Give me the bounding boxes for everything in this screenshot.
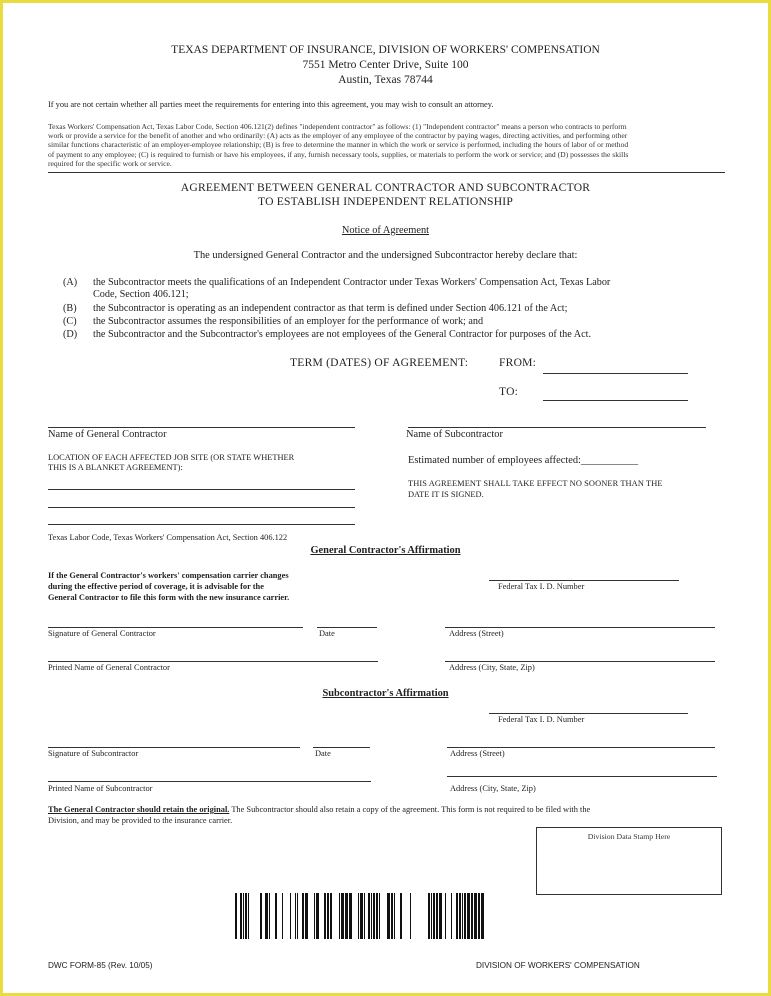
barcode-bar [330, 893, 332, 939]
independent-contractor-definition [48, 122, 728, 168]
sub-signature-label: Signature of Subcontractor [48, 749, 139, 758]
barcode-bar [445, 893, 446, 939]
labor-code-citation: Texas Labor Code, Texas Workers' Compensation Act, Section 406.122 [48, 533, 288, 542]
form-id: DWC FORM-85 (Rev. 10/05) [48, 961, 153, 970]
barcode-bar [439, 893, 442, 939]
agreement-title-line2: TO ESTABLISH INDEPENDENT RELATIONSHIP [258, 195, 513, 208]
sub-printed-name-field[interactable] [48, 781, 371, 782]
sub-address-street-field[interactable] [447, 747, 715, 748]
attorney-note: If you are not certain whether all parties meet the requirements for entering into this agreement, you may wish to consult an attorney. [48, 100, 494, 109]
barcode-bar [324, 893, 326, 939]
gc-signature-label: Signature of General Contractor [48, 629, 156, 638]
retain-note-rest: The Subcontractor should also retain a copy of the agreement. This form is not required to be filed with the [229, 805, 591, 814]
barcode-bar [371, 893, 372, 939]
barcode-bar [345, 893, 348, 939]
sub-date-label: Date [315, 749, 331, 758]
gc-date-field[interactable] [317, 627, 377, 628]
barcode-bar [248, 893, 249, 939]
barcode-bar [269, 893, 270, 939]
subcontractor-name-field[interactable] [408, 427, 706, 428]
barcode-bar [339, 893, 340, 939]
barcode-bar [314, 893, 315, 939]
barcode-bar [376, 893, 378, 939]
carrier-note-line1: If the General Contractor's workers' compensation carrier changes [48, 571, 289, 580]
definition-line: required for the specific work or service. [48, 158, 172, 168]
retain-note-line2: Division, and may be provided to the insurance carrier. [48, 816, 233, 825]
sub-affirmation-title: Subcontractor's Affirmation [322, 688, 449, 699]
barcode-bar [436, 893, 438, 939]
barcode-bar [471, 893, 473, 939]
footer-division: DIVISION OF WORKERS' COMPENSATION [476, 961, 640, 970]
gc-address-city-label: Address (City, State, Zip) [449, 663, 535, 672]
gc-address-city-field[interactable] [445, 661, 715, 662]
gc-affirmation-title: General Contractor's Affirmation [310, 545, 461, 556]
location-label-line2: THIS IS A BLANKET AGREEMENT): [48, 463, 183, 472]
barcode-bar [364, 893, 365, 939]
agency-name: TEXAS DEPARTMENT OF INSURANCE, DIVISION OF WORKERS' COMPENSATION [171, 44, 600, 56]
item-c-text: the Subcontractor assumes the responsibilities of an employer for the performance of work; and [93, 316, 484, 327]
barcode-bar [316, 893, 319, 939]
barcode-bar [464, 893, 466, 939]
barcode-bar [481, 893, 484, 939]
agency-street: 7551 Metro Center Drive, Suite 100 [302, 59, 469, 71]
carrier-note-line2: during the effective period of coverage, it is advisable for the [48, 582, 264, 591]
effect-line2: DATE IT IS SIGNED. [408, 490, 484, 499]
barcode-bar [245, 893, 247, 939]
item-d-text: the Subcontractor and the Subcontractor's employees are not employees of the General Contractor for purposes of the Act. [93, 329, 592, 340]
barcode-bar [394, 893, 395, 939]
barcode-bar [391, 893, 393, 939]
barcode-bar [467, 893, 470, 939]
header-divider [48, 172, 725, 173]
barcode-bar [459, 893, 461, 939]
barcode-bar [282, 893, 283, 939]
retain-note-line1 [48, 805, 728, 815]
barcode-bar [341, 893, 344, 939]
gc-printed-name-field[interactable] [48, 661, 378, 662]
barcode-bar [433, 893, 435, 939]
barcode-bar [410, 893, 411, 939]
definition-line: of payment to any employee; (C) is required to furnish or have his employees, if any, furnish necessary tools, supplies, or materials to perform the work or service; and (D) possesses the skills [48, 149, 629, 159]
carrier-note-line3: General Contractor to file this form with the new insurance carrier. [48, 593, 290, 602]
term-to-label: TO: [499, 385, 519, 398]
declare-text: The undersigned General Contractor and the undersigned Subcontractor hereby declare that: [193, 250, 578, 261]
barcode-bar [349, 893, 352, 939]
barcode-bar [243, 893, 244, 939]
job-site-field-2[interactable] [48, 507, 355, 508]
barcode-bar [428, 893, 430, 939]
sub-printed-name-label: Printed Name of Subcontractor [48, 784, 153, 793]
notice-title: Notice of Agreement [341, 225, 430, 236]
retain-original-bold: The General Contractor should retain the original. [48, 805, 230, 814]
gc-address-street-label: Address (Street) [449, 629, 504, 638]
gc-signature-field[interactable] [48, 627, 303, 628]
sub-date-field[interactable] [313, 747, 370, 748]
barcode-bar [431, 893, 432, 939]
barcode-bar [379, 893, 380, 939]
barcode-bar [327, 893, 329, 939]
barcode-bar [240, 893, 242, 939]
barcode-image [233, 893, 489, 939]
location-label-line1: LOCATION OF EACH AFFECTED JOB SITE (OR STATE WHETHER [48, 453, 295, 462]
barcode-bar [297, 893, 298, 939]
gc-tax-id-field[interactable] [489, 580, 679, 581]
barcode-bar [387, 893, 390, 939]
barcode-bar [358, 893, 359, 939]
barcode-bar [462, 893, 463, 939]
barcode-bar [302, 893, 304, 939]
gc-address-street-field[interactable] [445, 627, 715, 628]
term-label: TERM (DATES) OF AGREEMENT: [290, 356, 469, 369]
sub-tax-id-field[interactable] [489, 713, 688, 714]
term-to-field[interactable] [543, 400, 688, 401]
gc-tax-id-label: Federal Tax I. D. Number [498, 582, 585, 591]
barcode-bar [275, 893, 277, 939]
term-from-field[interactable] [543, 373, 688, 374]
barcode-bar [373, 893, 375, 939]
general-contractor-name-label: Name of General Contractor [48, 429, 167, 440]
barcode-bar [360, 893, 363, 939]
item-d-label: (D) [63, 329, 78, 340]
item-c-label: (C) [63, 316, 77, 327]
barcode-bar [290, 893, 291, 939]
barcode-bar [400, 893, 402, 939]
barcode-bar [474, 893, 477, 939]
sub-address-street-label: Address (Street) [450, 749, 505, 758]
item-b-label: (B) [63, 303, 77, 314]
definition-line: Texas Workers' Compensation Act, Texas Labor Code, Section 406.121(2) defines "independent contractor" as follows: (1) "Independent contractor" means a person who contracts to perform [48, 122, 627, 131]
item-b-text: the Subcontractor is operating as an independent contractor as that term is defined under Section 406.121 of the Act; [93, 303, 568, 314]
barcode-bar [456, 893, 458, 939]
job-site-field-1[interactable] [48, 489, 355, 490]
division-data-stamp-box [536, 827, 722, 895]
item-a-text-cont: Code, Section 406.121; [93, 289, 189, 300]
barcode-bar [478, 893, 480, 939]
barcode-bar [368, 893, 370, 939]
agreement-title-line1: AGREEMENT BETWEEN GENERAL CONTRACTOR AND SUBCONTRACTOR [180, 181, 591, 194]
item-a-label: (A) [63, 277, 78, 288]
barcode-bar [295, 893, 296, 939]
barcode-bar [265, 893, 268, 939]
barcode-bar [305, 893, 308, 939]
sub-address-city-field[interactable] [447, 776, 717, 777]
definition-line: similar functions characteristic of an employer-employee relationship; (B) is free to determine the manner in which the work or service is performed, including the hours of labor of or method [48, 140, 629, 150]
barcode-bar [260, 893, 262, 939]
gc-date-label: Date [319, 629, 335, 638]
barcode-bar [451, 893, 452, 939]
general-contractor-name-field[interactable] [48, 427, 355, 428]
sub-address-city-label: Address (City, State, Zip) [450, 784, 536, 793]
job-site-field-3[interactable] [48, 524, 355, 525]
sub-tax-id-label: Federal Tax I. D. Number [498, 715, 585, 724]
gc-printed-name-label: Printed Name of General Contractor [48, 663, 170, 672]
employees-affected-label: Estimated number of employees affected:___________ [408, 455, 639, 466]
definition-line: work or provide a service for the benefit of another and who ordinarily: (A) acts as the employer of any employee of the contractor by paying wages, directing activities, and performing other [48, 131, 628, 141]
item-a-text: the Subcontractor meets the qualifications of an Independent Contractor under Texas Workers' Compensation Act, Texas Labor [93, 277, 611, 288]
stamp-label: Division Data Stamp Here [587, 832, 671, 841]
sub-signature-field[interactable] [48, 747, 300, 748]
term-from-label: FROM: [499, 356, 537, 369]
barcode-bar [235, 893, 237, 939]
effect-line1: THIS AGREEMENT SHALL TAKE EFFECT NO SOONER THAN THE [408, 479, 663, 488]
subcontractor-name-label: Name of Subcontractor [406, 429, 503, 440]
agency-city: Austin, Texas 78744 [338, 74, 433, 86]
